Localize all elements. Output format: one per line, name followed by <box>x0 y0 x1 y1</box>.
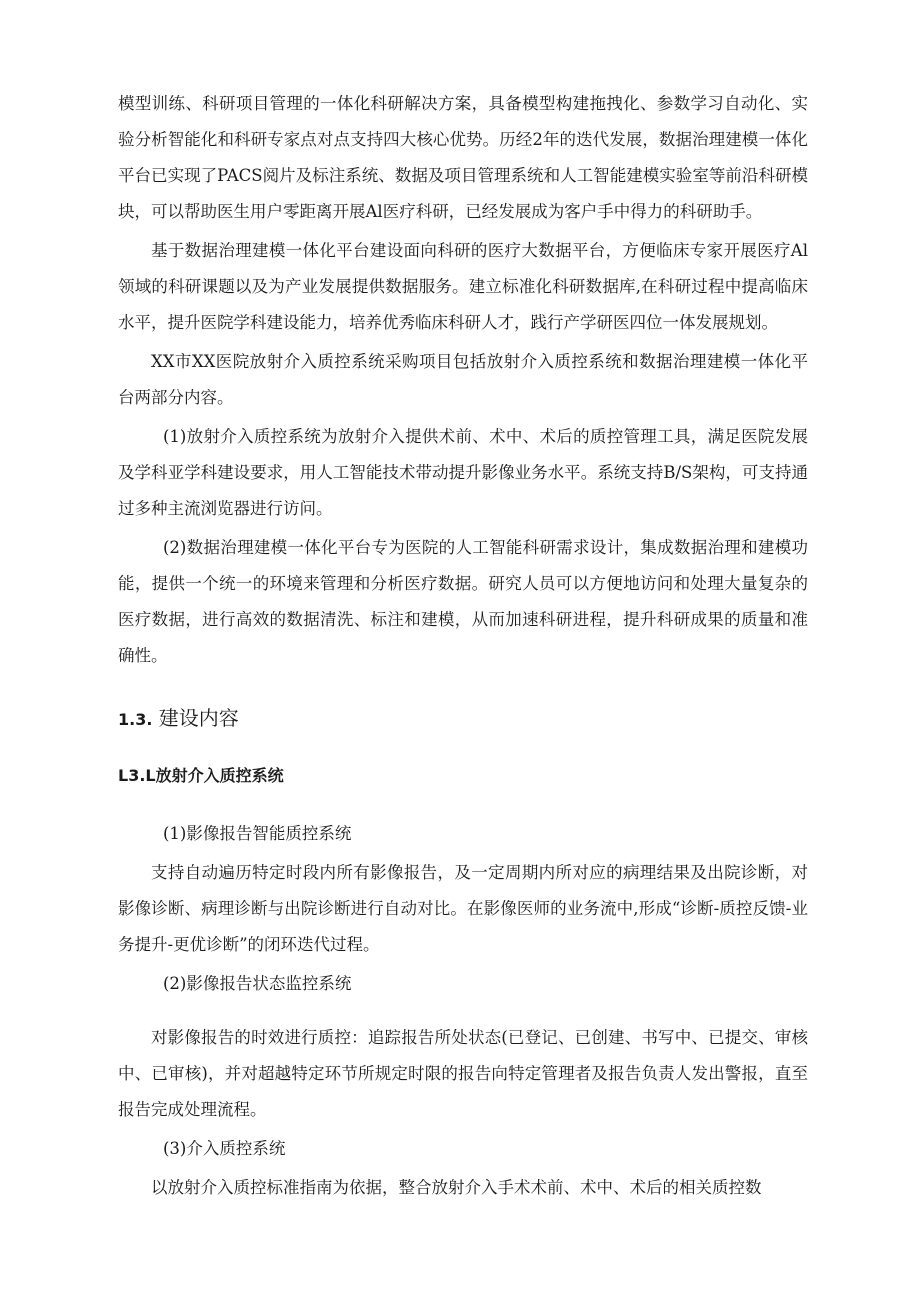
document-body <box>118 86 808 1209</box>
intro-paragraph-5: (2)数据治理建模一体化平台专为医院的人工智能科研需求设计，集成数据治理和建模功能，提供一个统一的环境来管理和分析医疗数据。研究人员可以方便地访问和处理大量复杂的医疗数据，进行高效的数据清洗、标注和建模，从而加速科研进程，提升科研成果的质量和准确性。 <box>118 538 808 665</box>
intro-paragraph-4: (1)放射介入质控系统为放射介入提供术前、术中、术后的质控管理工具，满足医院发展及学科亚学科建设要求，用人工智能技术带动提升影像业务水平。系统支持B/S架构，可支持通过多种主流浏览器进行访问。 <box>118 427 808 518</box>
item-text-2: 对影像报告的时效进行质控：追踪报告所处状态(已登记、已创建、书写中、已提交、审核中、已审核)，并对超越特定环节所规定时限的报告向特定管理者及报告负责人发出警报，直至报告完成处理流程。 <box>118 1028 808 1119</box>
item-title-1: (1)影像报告智能质控系统 <box>163 824 352 843</box>
section-title: 建设内容 <box>158 706 239 730</box>
intro-paragraph-1: 模型训练、科研项目管理的一体化科研解决方案，具备模型构建拖拽化、参数学习自动化、实验分析智能化和科研专家点对点支持四大核心优势。历经2年的迭代发展，数据治理建模一体化平台已实现了PACS阅片及标注系统、数据及项目管理系统和人工智能建模实验室等前沿科研模块，可以帮助医生用户零距离开展Al医疗科研，已经发展成为客户手中得力的科研助手。 <box>118 94 808 221</box>
subsection-heading: L3.L放射介入质控系统 <box>118 766 284 785</box>
intro-paragraph-2: 基于数据治理建模一体化平台建设面向科研的医疗大数据平台，方便临床专家开展医疗Al领域的科研课题以及为产业发展提供数据服务。建立标准化科研数据库,在科研过程中提高临床水平，提升医院学科建设能力，培养优秀临床科研人才，践行产学研医四位一体发展规划。 <box>118 241 808 332</box>
item-title-2: (2)影像报告状态监控系统 <box>163 974 352 993</box>
section-number: 1.3. <box>118 710 153 729</box>
intro-paragraph-3: XX市XX医院放射介入质控系统采购项目包括放射介入质控系统和数据治理建模一体化平台两部分内容。 <box>118 352 808 407</box>
item-title-3: (3)介入质控系统 <box>163 1139 286 1158</box>
item-text-3: 以放射介入质控标准指南为依据，整合放射介入手术术前、术中、术后的相关质控数 <box>151 1178 762 1197</box>
section-heading <box>118 700 808 738</box>
item-text-1: 支持自动遍历特定时段内所有影像报告，及一定周期内所对应的病理结果及出院诊断，对影像诊断、病理诊断与出院诊断进行自动对比。在影像医师的业务流中,形成“诊断-质控反馈-业务提升-更优诊断”的闭环迭代过程。 <box>118 863 808 954</box>
